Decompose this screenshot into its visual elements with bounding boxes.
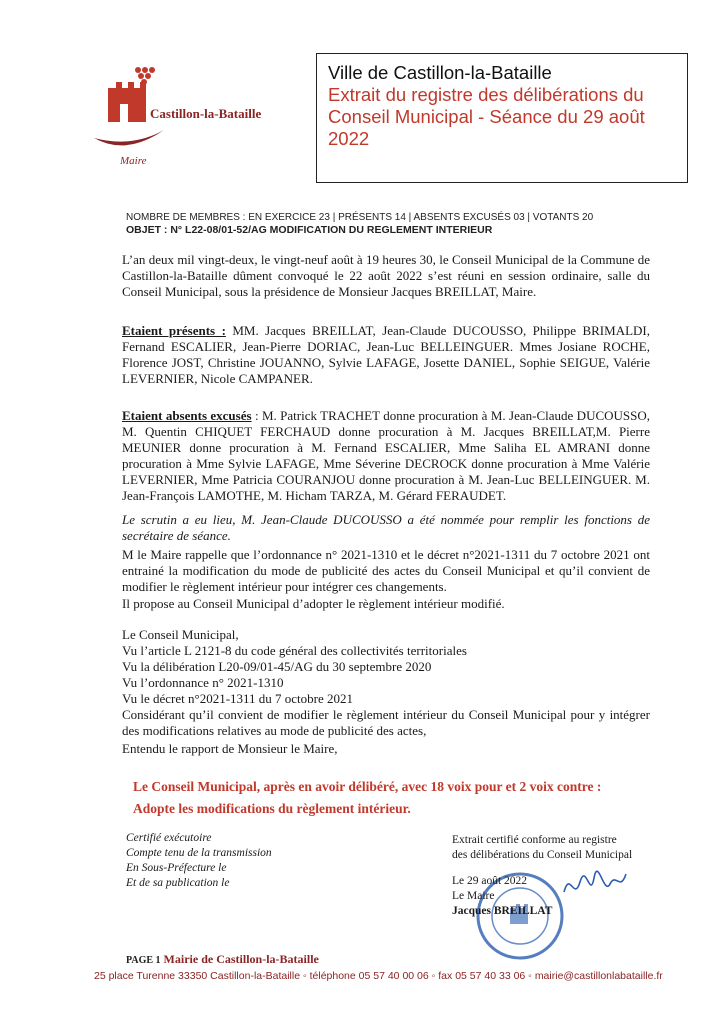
rappel-paragraph: M le Maire rappelle que l’ordonnance n° 2021-1310 et le décret n°2021-1311 du 7 octobre 2021 ont entrainé la modification du mode de publicité des actes du Conseil Municipal et qu’il convient de modifier le règlement intérieur pour intégrer ces changements. [122, 547, 650, 594]
document-header [316, 53, 688, 183]
certif-line-3: En Sous-Préfecture le [126, 862, 227, 874]
footer-address: 25 place Turenne 33350 Castillon-la-Bataille ◦ téléphone 05 57 40 00 06 ◦ fax 05 57 40 33 06 ◦ mairie@castillonlabataille.fr [94, 970, 663, 982]
entendu-line: Entendu le rapport de Monsieur le Maire, [122, 741, 338, 756]
logo-town-name: Castillon-la-Bataille [150, 106, 262, 121]
signature-title: Le Maire [452, 890, 495, 902]
certif-line-4: Et de sa publication le [126, 877, 230, 889]
adoption-line: Adopte les modifications du règlement intérieur. [133, 801, 411, 816]
signature-date: Le 29 août 2022 [452, 875, 528, 887]
vu-ordonnance: Vu l’ordonnance n° 2021-1310 [122, 675, 284, 690]
page-number: PAGE 1 [126, 955, 161, 966]
propose-line: Il propose au Conseil Municipal d’adopter le règlement intérieur modifié. [122, 596, 505, 611]
vu-article: Vu l’article L 2121-8 du code général des collectivités territoriales [122, 643, 467, 658]
absents-text: : M. Patrick TRACHET donne procuration à M. Jean-Claude DUCOUSSO, M. Quentin CHIQUET FERCHAUD donne procuration à M. Jacques BREILLAT,M. Pierre MEUNIER donne procuration à M. Fernand ESCALIER, Mme Saliha EL AMRANI donne procuration à Mme Sylvie LAFAGE, Mme Séverine DECROCK donne procuration à Mme Valérie LEVERNIER, Mme Patricia COURANJOU donne procuration à M. Jean-Luc BELLEINGUER. M. Jean-François LAMOTHE, M. Hicham TARZA, M. Gérard FERAUDET. [122, 408, 651, 503]
certified-executory-block [126, 831, 272, 891]
vu-decret: Vu le décret n°2021-1311 du 7 octobre 2021 [122, 691, 354, 706]
signature-name: Jacques BREILLAT [452, 905, 553, 917]
extract-line-2: des délibérations du Conseil Municipal [452, 849, 633, 861]
footer-title [126, 952, 319, 967]
decision-line: Le Conseil Municipal, après en avoir délibéré, avec 18 voix pour et 2 voix contre : [133, 779, 602, 794]
council-title: Le Conseil Municipal, [122, 627, 239, 642]
vu-deliberation: Vu la délibération L20-09/01-45/AG du 30 septembre 2020 [122, 659, 432, 674]
absents-label: Etaient absents excusés [122, 408, 252, 423]
subject-line: OBJET : N° L22-08/01-52/AG MODIFICATION DU REGLEMENT INTERIEUR [126, 224, 493, 236]
intro-paragraph: L’an deux mil vingt-deux, le vingt-neuf août à 19 heures 30, le Conseil Municipal de la Commune de Castillon-la-Bataille dûment convoqué le 22 août 2022 s’est réuni en session ordinaire, salle du Conseil Municipal, sous la présidence de Monsieur Jacques BREILLAT, Maire. [122, 252, 650, 299]
signature-block [452, 874, 552, 919]
absents-paragraph [122, 408, 650, 504]
header-title-line2: Conseil Municipal - Séance du 29 août [328, 106, 645, 127]
header-title-line3: 2022 [328, 128, 370, 149]
member-counts: NOMBRE DE MEMBRES : EN EXERCICE 23 | PRÉSENTS 14 | ABSENTS EXCUSÉS 03 | VOTANTS 20 [126, 212, 594, 223]
header-title-line1: Extrait du registre des délibérations du [328, 84, 644, 105]
certif-line-2: Compte tenu de la transmission [126, 847, 272, 859]
presents-label: Etaient présents : [122, 323, 226, 338]
extract-line-1: Extrait certifié conforme au registre [452, 834, 617, 846]
header-town: Ville de Castillon-la-Bataille [328, 62, 552, 83]
presents-text: MM. Jacques BREILLAT, Jean-Claude DUCOUSSO, Philippe BRIMALDI, Fernand ESCALIER, Jean-Pierre DORIAC, Jean-Luc BELLEINGUER. Mmes Josiane ROCHE, Florence JOST, Christine JOUANNO, Sylvie LAFAGE, Josette DANIEL, Sophie SEIGUE, Valérie LEVERNIER, Nicole CAMPANER. [122, 323, 650, 386]
footer-mairie: Mairie de Castillon-la-Bataille [163, 952, 319, 966]
scrutin-paragraph: Le scrutin a eu lieu, M. Jean-Claude DUCOUSSO a été nommée pour remplir les fonctions de secrétaire de séance. [122, 512, 650, 543]
logo-subtitle: Maire [120, 155, 147, 167]
certif-line-1: Certifié exécutoire [126, 832, 212, 844]
considerant-paragraph: Considérant qu’il convient de modifier le règlement intérieur du Conseil Municipal pour y intégrer des modifications relatives au mode de publicité des actes, [122, 707, 650, 738]
handwritten-signature-icon [560, 862, 630, 907]
presents-paragraph [122, 323, 650, 387]
